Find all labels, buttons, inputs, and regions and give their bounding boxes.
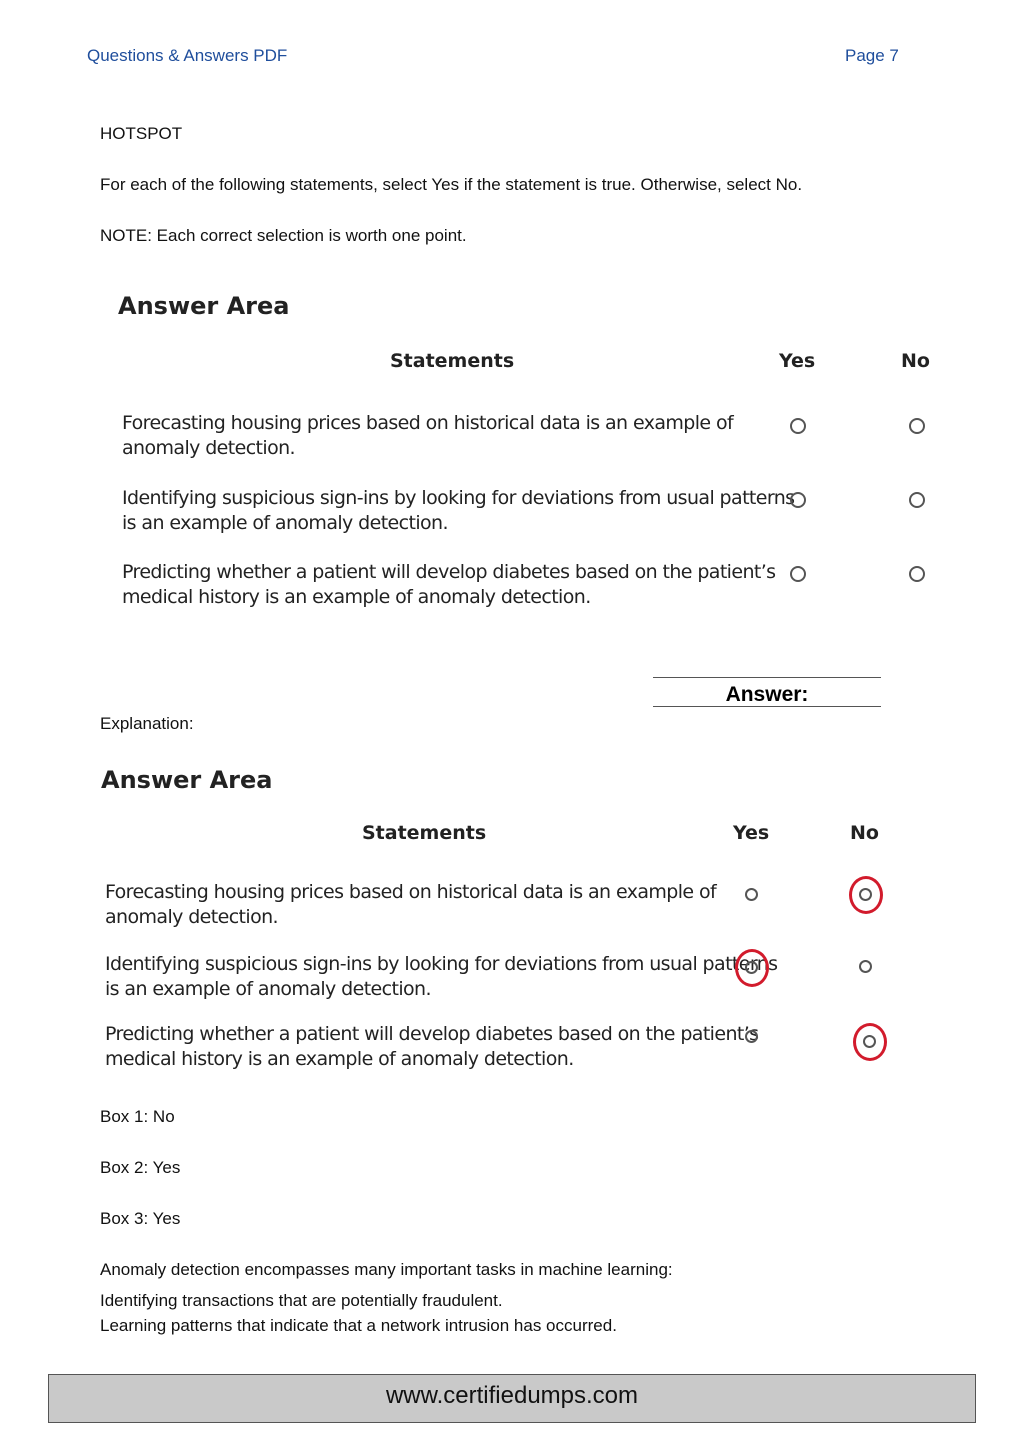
radio-no-3[interactable] (863, 1035, 876, 1048)
page-number: Page 7 (845, 46, 899, 65)
explanation-label: Explanation: (100, 714, 194, 733)
statements-header: Statements (390, 350, 515, 372)
radio-yes-3[interactable] (745, 1030, 758, 1043)
statement-1: Forecasting housing prices based on historical data is an example of anomaly detection. (105, 881, 717, 928)
statement-3: Predicting whether a patient will develop diabetes based on the patient’s medical history is an example of anomaly detection. (122, 561, 776, 608)
answer-area-title: Answer Area (101, 766, 273, 794)
header-title: Questions & Answers PDF (87, 46, 288, 65)
no-header: No (850, 822, 879, 844)
radio-no-1[interactable] (859, 888, 872, 901)
statements-header: Statements (362, 822, 487, 844)
question-instruction: For each of the following statements, select Yes if the statement is true. Otherwise, select No. (100, 175, 803, 194)
yes-header: Yes (733, 822, 770, 844)
radio-yes-1[interactable] (745, 888, 758, 901)
answer-rule-top (653, 677, 881, 678)
radio-yes-2[interactable] (790, 492, 806, 508)
body-item-2: Learning patterns that indicate that a network intrusion has occurred. (100, 1316, 617, 1335)
answer-area-title: Answer Area (118, 292, 290, 320)
footer-url[interactable]: www.certifiedumps.com (385, 1382, 639, 1409)
body-intro: Anomaly detection encompasses many important tasks in machine learning: (100, 1260, 673, 1279)
radio-no-3[interactable] (909, 566, 925, 582)
box-3-answer: Box 3: Yes (100, 1209, 181, 1228)
question-type: HOTSPOT (100, 124, 183, 143)
radio-no-2[interactable] (859, 960, 872, 973)
box-2-answer: Box 2: Yes (100, 1158, 181, 1177)
radio-no-1[interactable] (909, 418, 925, 434)
statement-2: Identifying suspicious sign-ins by looking for deviations from usual patterns is an example of anomaly detection. (122, 487, 795, 534)
body-item-1: Identifying transactions that are potentially fraudulent. (100, 1291, 503, 1310)
statement-2: Identifying suspicious sign-ins by looking for deviations from usual patterns is an example of anomaly detection. (105, 953, 778, 1000)
yes-header: Yes (779, 350, 816, 372)
radio-yes-3[interactable] (790, 566, 806, 582)
footer-bar (48, 1374, 976, 1423)
answer-rule-bottom (653, 706, 881, 707)
box-1-answer: Box 1: No (100, 1107, 175, 1126)
radio-yes-2[interactable] (745, 961, 758, 974)
radio-yes-1[interactable] (790, 418, 806, 434)
no-header: No (901, 350, 930, 372)
question-note: NOTE: Each correct selection is worth one point. (100, 226, 467, 245)
radio-no-2[interactable] (909, 492, 925, 508)
statement-3: Predicting whether a patient will develop diabetes based on the patient’s medical history is an example of anomaly detection. (105, 1023, 759, 1070)
statement-1: Forecasting housing prices based on historical data is an example of anomaly detection. (122, 412, 734, 459)
answer-label: Answer: (725, 683, 809, 706)
